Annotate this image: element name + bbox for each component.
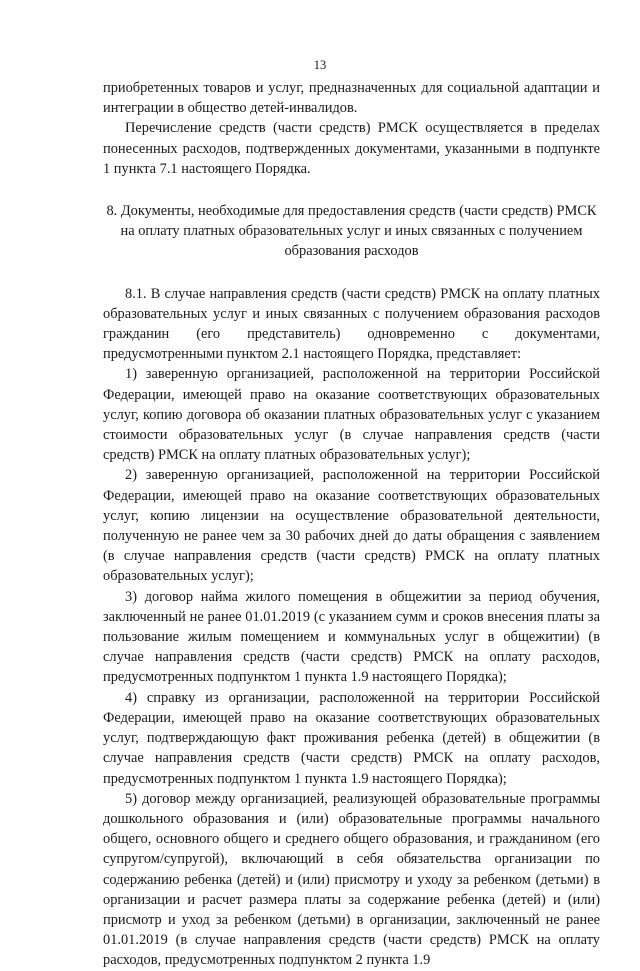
paragraph-8-1: 8.1. В случае направления средств (части средств) РМСК на оплату платных образовательных услуг и иных связанных с получением образования расходов гражданин (его представитель) одновременно с документами, предусмотренными пунктом 2.1 настоящего Порядка, представляет: bbox=[103, 285, 600, 363]
paragraph-continuation: приобретенных товаров и услуг, предназначенных для социальной адаптации и интеграции в общество детей-инвалидов. bbox=[103, 80, 600, 117]
list-item-5: 5) договор между организацией, реализующей образовательные программы дошкольного образования и (или) образовательные программы начального общего, основного общего и среднего общего образования, и гражданином (его супругом/супругой), включающий в себя обязательства организации по содержанию ребенка (детей) и (или) присмотру и уходу за ребенком (детьми) в организации и расчет размера платы за содержание ребенка (детей) и (или) присмотр и уход за ребенком (детьми) в организации, заключенный не ранее 01.01.2019 (в случае направления средств (части средств) РМСК на оплату расходов, предусмотренных подпунктом 2 пункта 1.9 bbox=[103, 790, 600, 969]
section-heading: 8. Документы, необходимые для предоставления средств (части средств) РМСК на оплату платных образовательных услуг и иных связанных с получением образования расходов bbox=[106, 203, 597, 260]
list-item-2: 2) заверенную организацией, расположенной на территории Российской Федерации, имеющей право на оказание соответствующих образовательных услуг, копию лицензии на осуществление образовательной деятельности, полученную не ранее чем за 30 рабочих дней до даты обращения с заявлением (в случае направления средств (части средств) РМСК на оплату платных образовательных услуг); bbox=[103, 467, 600, 585]
list-item-1: 1) заверенную организацией, расположенной на территории Российской Федерации, имеющей право на оказание соответствующих образовательных услуг, копию договора об оказании платных образовательных услуг с указанием стоимости образовательных услуг (в случае направления средств (части средств) РМСК на оплату платных образовательных услуг); bbox=[103, 366, 600, 464]
paragraph-transfer: Перечисление средств (части средств) РМСК осуществляется в пределах понесенных расходов, подтвержденных документами, указанными в подпункте 1 пункта 7.1 настоящего Порядка. bbox=[103, 120, 600, 177]
list-item-4: 4) справку из организации, расположенной на территории Российской Федерации, имеющей право на оказание соответствующих образовательных услуг, подтверждающую факт проживания ребенка (детей) в общежитии (в случае направления средств (части средств) РМСК на оплату расходов, предусмотренных подпунктом 1 пункта 1.9 настоящего Порядка); bbox=[103, 689, 600, 787]
page-number: 13 bbox=[313, 58, 327, 72]
document-body bbox=[103, 78, 600, 971]
list-item-3: 3) договор найма жилого помещения в общежитии за период обучения, заключенный не ранее 01.01.2019 (с указанием сумм и сроков внесения платы за пользование жилым помещением и коммунальных услуг в общежитии) (в случае направления средств (части средств) РМСК на оплату расходов, предусмотренных подпунктом 1 пункта 1.9 настоящего Порядка); bbox=[103, 588, 600, 686]
